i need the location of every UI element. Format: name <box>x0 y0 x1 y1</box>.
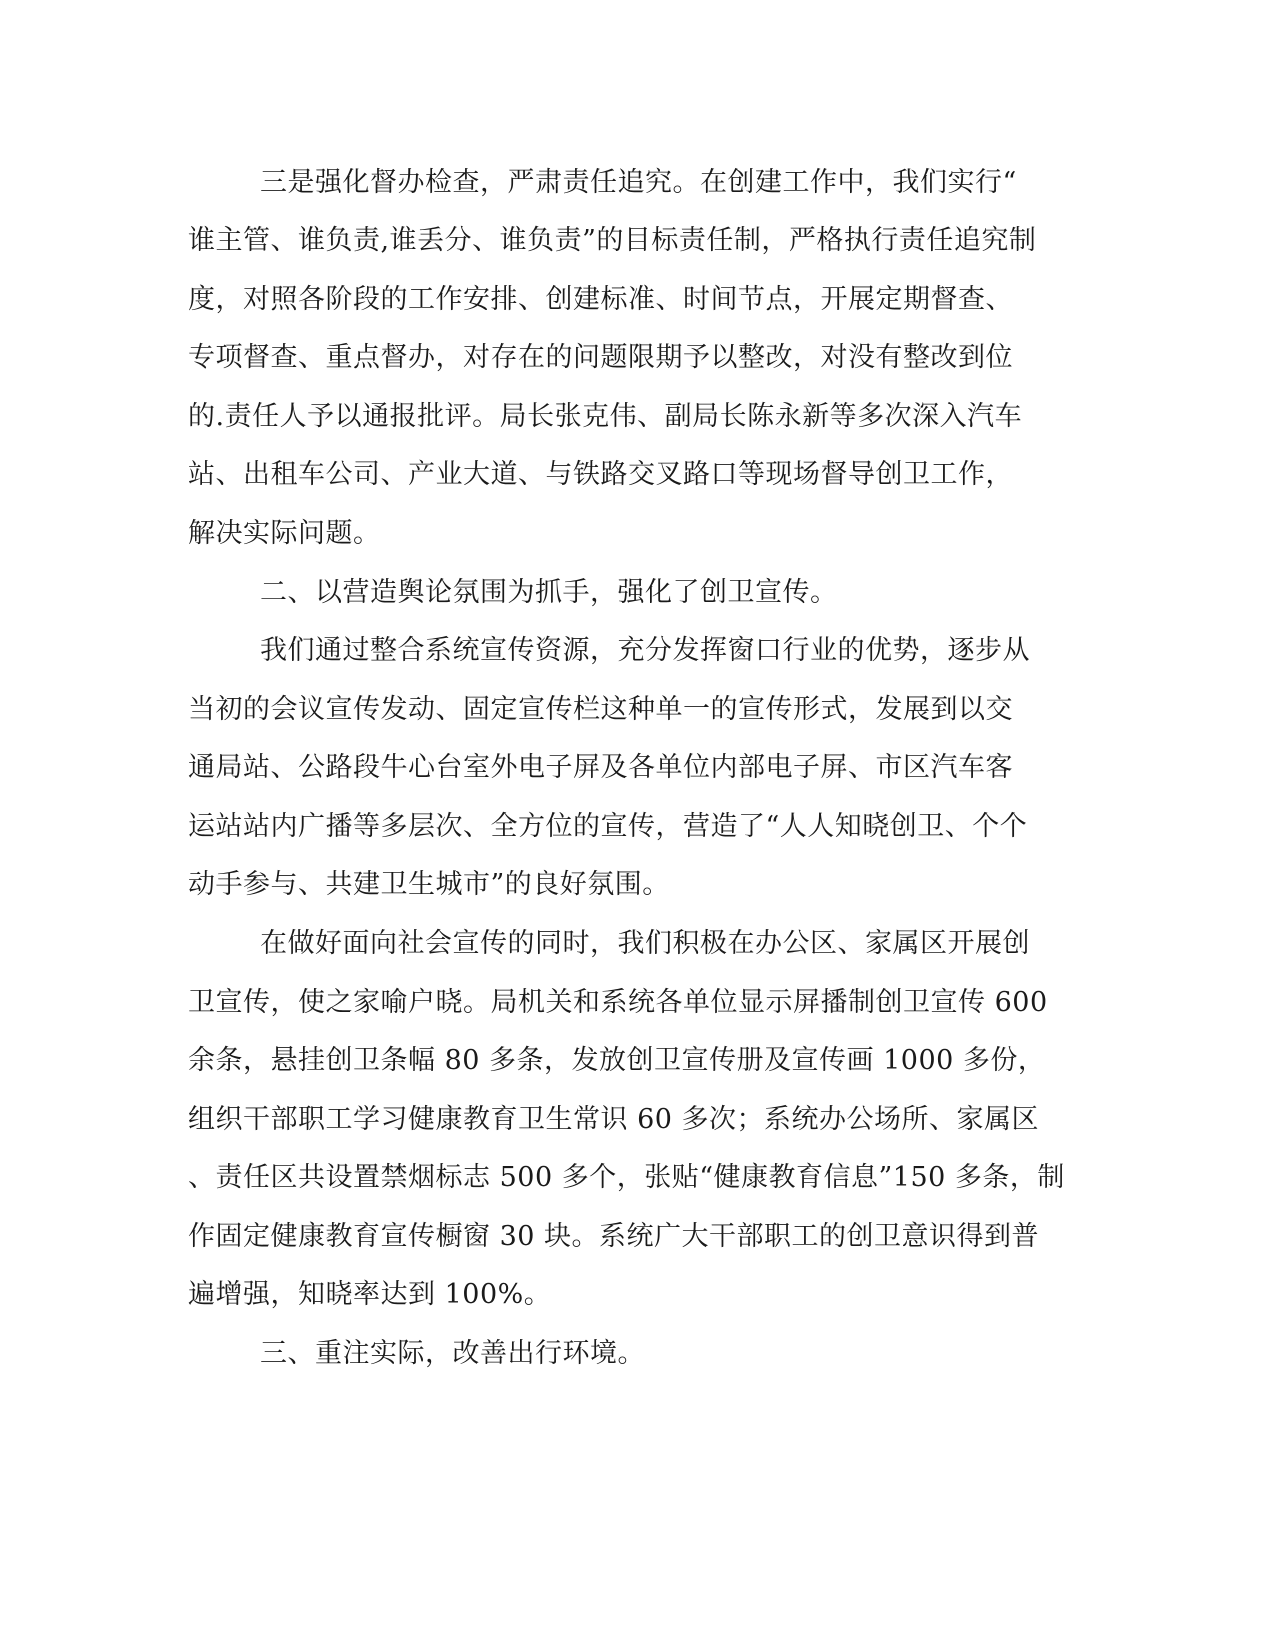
paragraph-line: 在做好面向社会宣传的同时，我们积极在办公区、家属区开展创 <box>260 928 1030 959</box>
paragraph-line: 卫宣传，使之家喻户晓。局机关和系统各单位显示屏播制创卫宣传 600 <box>188 987 1048 1018</box>
paragraph-line: 度，对照各阶段的工作安排、创建标准、时间节点，开展定期督查、 <box>188 284 1013 315</box>
paragraph-line: 专项督查、重点督办，对存在的问题限期予以整改，对没有整改到位 <box>188 342 1013 373</box>
paragraph-line: 组织干部职工学习健康教育卫生常识 60 多次；系统办公场所、家属区 <box>188 1104 1040 1135</box>
paragraph-line: 三是强化督办检查，严肃责任追究。在创建工作中，我们实行“ <box>260 167 1017 198</box>
paragraph-line: 当初的会议宣传发动、固定宣传栏这种单一的宣传形式，发展到以交 <box>188 694 1013 725</box>
paragraph-line: 我们通过整合系统宣传资源，充分发挥窗口行业的优势，逐步从 <box>260 635 1030 666</box>
paragraph-line: 站、出租车公司、产业大道、与铁路交叉路口等现场督导创卫工作， <box>188 459 1013 490</box>
paragraph-line: 作固定健康教育宣传橱窗 30 块。系统广大干部职工的创卫意识得到普 <box>188 1221 1040 1252</box>
section-heading: 二、以营造舆论氛围为抓手，强化了创卫宣传。 <box>260 577 838 608</box>
paragraph-line: 的.责任人予以通报批评。局长张克伟、副局长陈永新等多次深入汽车 <box>188 401 1023 432</box>
paragraph-line: 动手参与、共建卫生城市”的良好氛围。 <box>188 869 670 900</box>
paragraph-line: 余条，悬挂创卫条幅 80 多条，发放创卫宣传册及宣传画 1000 多份， <box>188 1045 1046 1076</box>
section-heading: 三、重注实际，改善出行环境。 <box>260 1338 645 1369</box>
paragraph-line: 谁主管、谁负责,谁丢分、谁负责”的目标责任制，严格执行责任追究制 <box>188 225 1037 256</box>
paragraph-line: 解决实际问题。 <box>188 518 381 549</box>
paragraph-line: 遍增强，知晓率达到 100%。 <box>188 1279 552 1310</box>
paragraph-line: 、责任区共设置禁烟标志 500 多个，张贴“健康教育信息”150 多条，制 <box>188 1162 1065 1193</box>
paragraph-line: 通局站、公路段牛心台室外电子屏及各单位内部电子屏、市区汽车客 <box>188 752 1013 783</box>
paragraph-line: 运站站内广播等多层次、全方位的宣传，营造了“人人知晓创卫、个个 <box>188 811 1028 842</box>
